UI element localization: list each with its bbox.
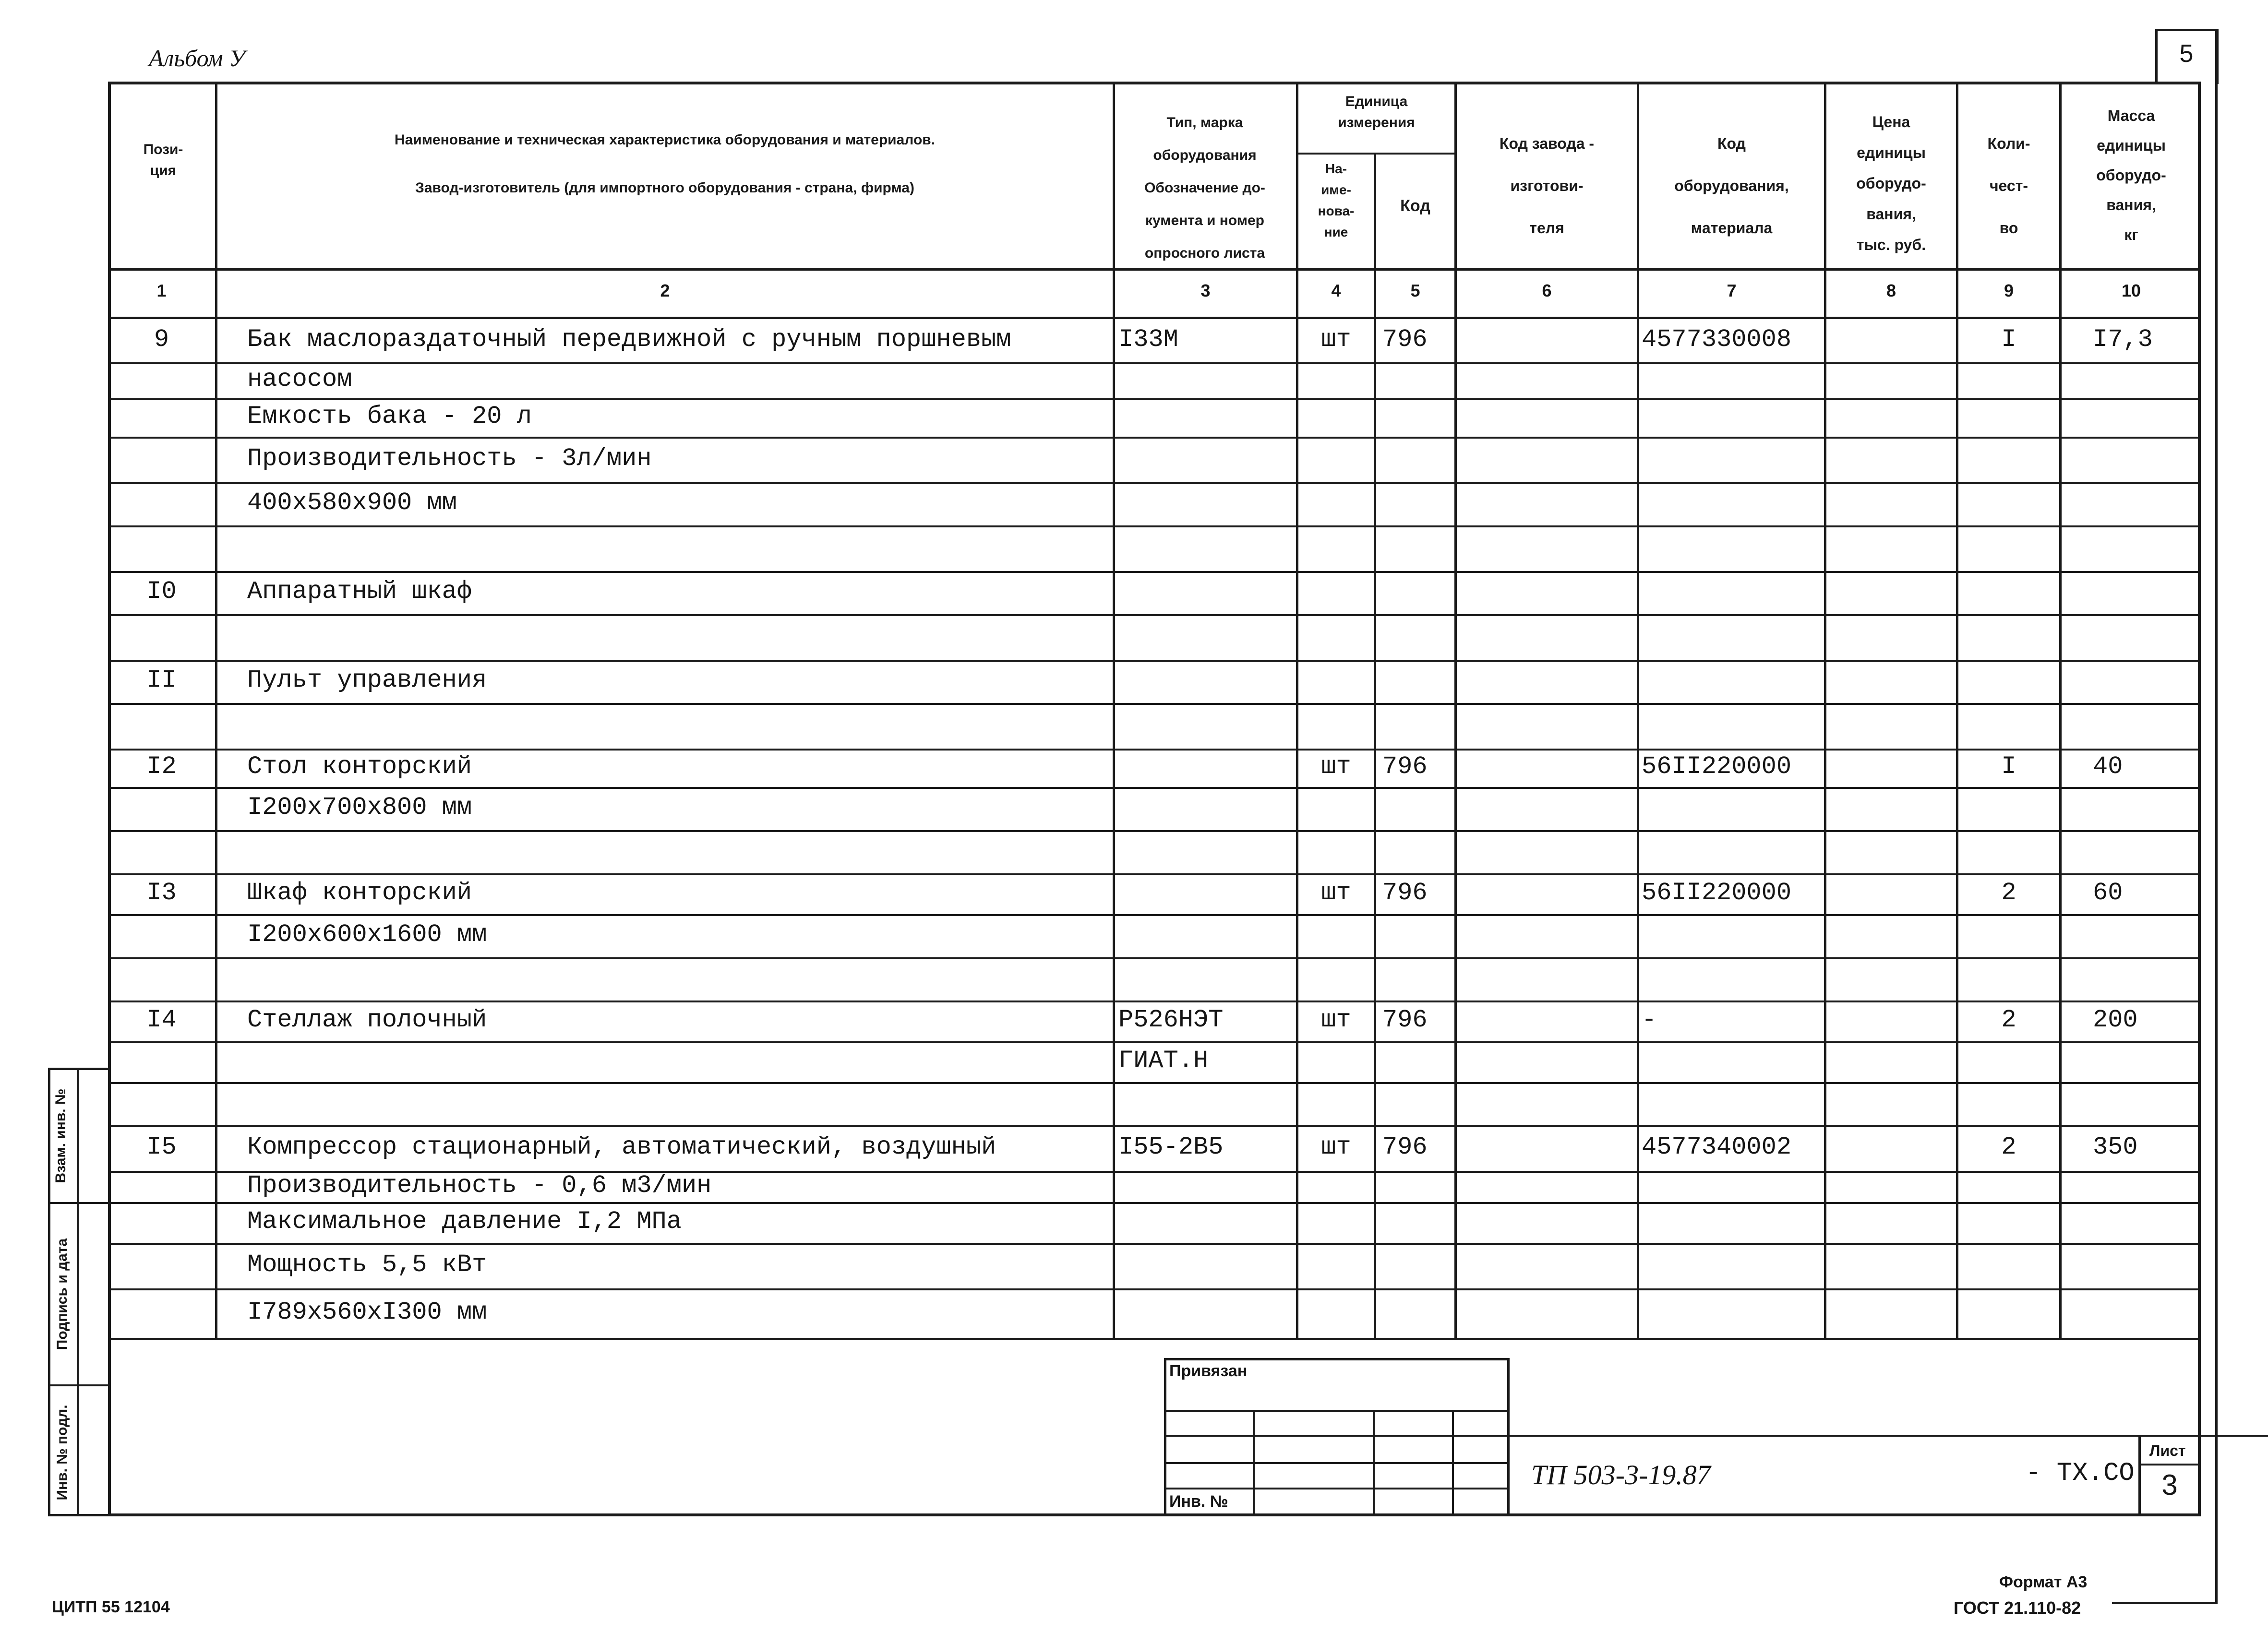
colnum-10: 10: [2121, 281, 2141, 300]
side-label-vzam: Взам. инв. №: [53, 1088, 69, 1183]
footer-left: ЦИТП 55 12104: [52, 1598, 170, 1616]
cell-code: 796: [1382, 1005, 1428, 1034]
cell-name: Емкость бака - 20 л: [247, 402, 532, 430]
cell-name: Производительность - 3л/мин: [247, 444, 652, 473]
cell-mass: I7,3: [2093, 325, 2153, 354]
header-position: Пози- ция: [143, 142, 183, 179]
footer-gost: ГОСТ 21.110-82: [1954, 1598, 2081, 1618]
header-type: Тип, марка оборудования Обозначение до- кумента и номер опросного листа: [1144, 115, 1265, 261]
cell-name: Бак маслораздаточный передвижной с ручным поршневым: [247, 325, 1011, 354]
cell-mass: 40: [2093, 752, 2123, 781]
cell-mass: 60: [2093, 878, 2123, 907]
cell-equip-code: 4577340002: [1642, 1132, 1792, 1161]
cell-name: I200x700x800 мм: [247, 793, 472, 822]
cell-name: Мощность 5,5 кВт: [247, 1250, 487, 1279]
stamp-doc-code: - ТХ.СО: [2026, 1459, 2135, 1488]
cell-name: 400x580x900 мм: [247, 488, 457, 517]
stamp-project: ТП 503-3-19.87: [1531, 1459, 1711, 1490]
cell-qty: 2: [2001, 878, 2016, 907]
cell-pos: I5: [146, 1132, 177, 1161]
cell-unit: шт: [1321, 1132, 1351, 1161]
cell-unit: шт: [1321, 878, 1351, 907]
cell-code: 796: [1382, 1132, 1428, 1161]
colnum-1: 1: [156, 281, 167, 300]
cell-mass: 200: [2093, 1005, 2138, 1034]
cell-name: Максимальное давление I,2 МПа: [247, 1207, 682, 1236]
header-equipment-code: Код оборудования, материала: [1674, 135, 1789, 237]
cell-mass: 350: [2093, 1132, 2138, 1161]
cell-qty: 2: [2001, 1005, 2016, 1034]
header-name-line2: Завод-изготовитель (для импортного оборудования - страна, фирма): [415, 180, 914, 196]
cell-unit: шт: [1321, 1005, 1351, 1034]
colnum-9: 9: [2004, 281, 2014, 300]
side-label-inv-podl: Инв. № подл.: [54, 1405, 70, 1501]
cell-name: Стол конторский: [247, 752, 472, 781]
cell-name: Компрессор стационарный, автоматический, воздушный: [247, 1132, 996, 1161]
page-number: 5: [2179, 40, 2194, 68]
cell-type: I33М: [1118, 325, 1178, 354]
colnum-5: 5: [1410, 281, 1420, 300]
cell-pos: I0: [146, 577, 177, 606]
cell-code: 796: [1382, 752, 1428, 781]
header-name-line1: Наименование и техническая характеристика оборудования и материалов.: [394, 132, 936, 148]
cell-name: I200x600x1600 мм: [247, 920, 487, 949]
colnum-8: 8: [1886, 281, 1896, 300]
footer-format: Формат А3: [1999, 1573, 2088, 1591]
cell-qty: 2: [2001, 1132, 2016, 1161]
cell-pos: 9: [154, 325, 169, 354]
cell-name: Шкаф конторский: [247, 878, 472, 907]
cell-name: насосом: [247, 365, 352, 393]
cell-unit: шт: [1321, 325, 1351, 354]
colnum-7: 7: [1727, 281, 1737, 300]
header-unit: Единица измерения: [1338, 94, 1415, 131]
header-factory-code: Код завода - изготови- теля: [1499, 135, 1595, 237]
stamp-sheet-label: Лист: [2149, 1442, 2186, 1459]
cell-equip-code: 56II220000: [1642, 752, 1792, 781]
header-quantity: Коли- чест- во: [1987, 135, 2030, 237]
cell-name: Производительность - 0,6 м3/мин: [247, 1171, 712, 1200]
cell-name: Стеллаж полочный: [247, 1005, 487, 1034]
cell-pos: I2: [146, 752, 177, 781]
cell-type: ГИАТ.Н: [1118, 1046, 1209, 1075]
cell-qty: I: [2001, 325, 2016, 354]
cell-type: I55-2В5: [1118, 1132, 1224, 1161]
side-label-podpis: Подпись и дата: [54, 1238, 70, 1350]
header-unit-name: На- име- нова- ние: [1318, 161, 1355, 239]
header-mass: Масса единицы оборудо- вания, кг: [2096, 107, 2166, 243]
cell-name: I789x560xI300 мм: [247, 1298, 487, 1326]
colnum-4: 4: [1331, 281, 1341, 300]
cell-name: Аппаратный шкаф: [247, 577, 472, 606]
cell-pos: II: [146, 666, 177, 694]
colnum-3: 3: [1200, 281, 1211, 300]
stamp-privyazan-label: Привязан: [1169, 1362, 1248, 1380]
stamp-inv-label: Инв. №: [1169, 1492, 1228, 1511]
cell-type: Р526НЭТ: [1118, 1005, 1224, 1034]
cell-equip-code: 56II220000: [1642, 878, 1792, 907]
cell-equip-code: -: [1642, 1005, 1657, 1034]
colnum-2: 2: [660, 281, 670, 300]
cell-name: Пульт управления: [247, 666, 487, 694]
header-price: Цена единицы оборудо- вания, тыс. руб.: [1856, 113, 1926, 253]
stamp-sheet-number: 3: [2161, 1469, 2178, 1501]
cell-code: 796: [1382, 325, 1428, 354]
cell-equip-code: 4577330008: [1642, 325, 1792, 354]
cell-pos: I3: [146, 878, 177, 907]
colnum-6: 6: [1542, 281, 1552, 300]
album-label: Альбом У: [149, 45, 245, 71]
cell-code: 796: [1382, 878, 1428, 907]
cell-pos: I4: [146, 1005, 177, 1034]
header-unit-code: Код: [1400, 197, 1430, 215]
cell-qty: I: [2001, 752, 2016, 781]
cell-unit: шт: [1321, 752, 1351, 781]
